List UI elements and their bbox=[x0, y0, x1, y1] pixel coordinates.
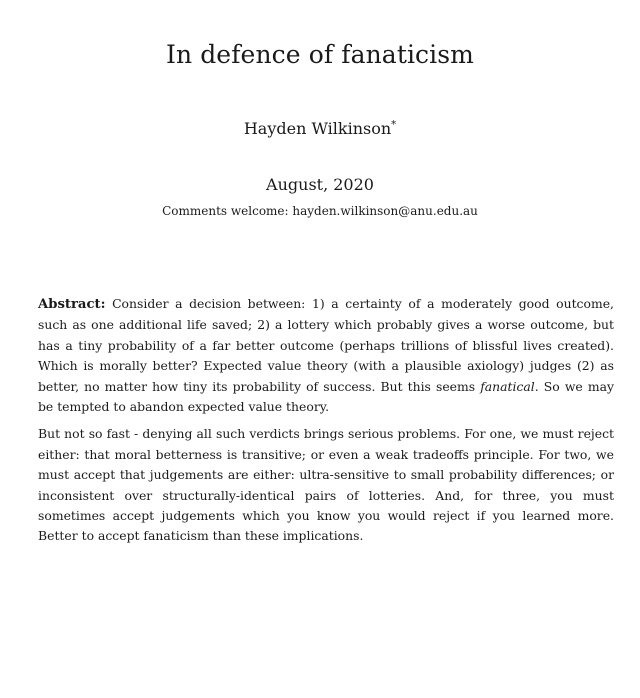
abstract bbox=[38, 294, 614, 547]
paper-author bbox=[0, 119, 640, 138]
abstract-p1-tail: So we may be tempted to abandon expected value theory. bbox=[38, 378, 614, 415]
author-name: Hayden Wilkinson bbox=[243, 119, 392, 138]
abstract-paragraph-2: But not so fast - denying all such verdicts brings serious problems. For one, we must reject either: that moral betterness is transitive; or even a weak tradeoffs principle. For two, we must accept that judgements are either: ultra-sensitive to small probability differences; or inconsistent over structurally-identical pairs of lotteries. And, for three, you must sometimes accept judgements which you know you would reject if you learned more. Better to accept fanaticism than these implications. bbox=[38, 426, 614, 544]
paper-title: In defence of fanaticism bbox=[165, 40, 474, 69]
abstract-paragraph-1 bbox=[38, 294, 614, 417]
author-footnote-mark: * bbox=[391, 119, 397, 131]
abstract-label: Abstract: bbox=[38, 297, 106, 312]
paper-date: August, 2020 bbox=[266, 175, 374, 194]
abstract-p1-text: Consider a decision between: 1) a certainty of a moderately good outcome, such as one additional life saved; 2) a lottery which probably gives a worse outcome, but has a tiny probability of a far better outcome (perhaps trillions of blissful lives created). Which is morally better? Expected value theory (with a plausible axiology) judges (2) as better, no matter how tiny its probability of success. But this seems bbox=[38, 296, 614, 394]
paper-contact: Comments welcome: hayden.wilkinson@anu.edu.au bbox=[162, 204, 478, 218]
abstract-p1-italic: fanatical. bbox=[480, 378, 539, 394]
